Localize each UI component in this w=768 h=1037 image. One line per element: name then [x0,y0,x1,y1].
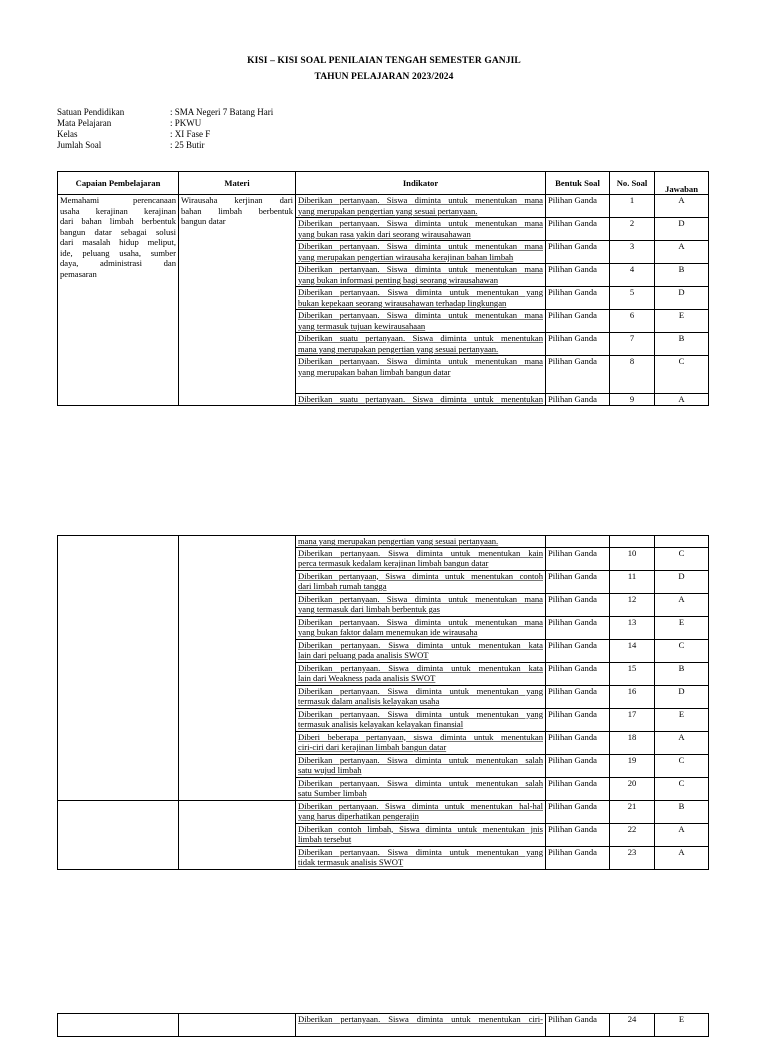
no-soal-cell: 17 [610,708,655,731]
indikator-cell [296,708,546,731]
col-header-materi: Materi [179,172,296,195]
materi-cell-empty [179,1014,296,1037]
indikator-cell [296,287,546,310]
indikator-line-2: yang harus diperhatikan pengerajin [298,811,419,821]
indikator-line-1: Diberikan pertanyaan. Siswa diminta untuk menentukan mana [298,218,543,228]
no-soal-cell: 23 [610,846,655,869]
no-soal-cell: 12 [610,593,655,616]
col-header-cp: Capaian Pembelajaran [58,172,179,195]
indikator-cell [296,639,546,662]
indikator-line-1: Diberikan pertanyaan. Siswa diminta untuk menentukan mana [298,264,543,274]
no-soal-cell: 24 [610,1014,655,1037]
no-soal-cell: 15 [610,662,655,685]
indikator-line-2: yang merupakan bahan limbah bangun datar [298,366,451,377]
bentuk-soal-cell: Pilihan Ganda [546,241,610,264]
bentuk-soal-cell: Pilihan Ganda [546,800,610,823]
indikator-cell [296,777,546,800]
jawaban-cell: C [655,356,709,394]
cp-cell-empty [58,1014,179,1037]
indikator-line-1: Diberikan pertanyaan. Siswa diminta untuk menentukan yang [298,287,543,297]
indikator-cell [296,264,546,287]
indikator-line-1: Diberikan pertanyaan. Siswa diminta untuk menentukan hal-hal [298,800,543,811]
indikator-line-1: Diberikan pertanyaan. Siswa diminta untuk menentukan salah [298,777,543,788]
meta-key-kelas: Kelas [57,129,78,139]
indikator-cell [296,570,546,593]
meta-value-mapel: : PKWU [170,118,202,128]
no-soal-cell: 4 [610,264,655,287]
bentuk-soal-cell: Pilihan Ganda [546,685,610,708]
indikator-line-2: yang bukan informasi penting bagi seorang wirausahawan [298,274,498,285]
jawaban-cell: C [655,777,709,800]
indikator-cell [296,547,546,570]
kisi-table-page3 [57,1013,709,1037]
cp-line: bangun datar sebagai solusi [60,226,176,237]
indikator-line-2: yang merupakan pengertian wirausaha kerajinan bahan limbah [298,251,514,262]
indikator-cell [296,333,546,356]
meta-value-satuan: : SMA Negeri 7 Batang Hari [170,107,274,117]
no-soal-cell: 19 [610,754,655,777]
meta-key-satuan: Satuan Pendidikan [57,107,125,117]
indikator-line-2: yang termasuk tujuan kewirausahaan [298,320,426,331]
table-header-row [58,172,709,195]
indikator-line-2: yang merupakan pengertian yang sesuai pertanyaan. [298,205,478,216]
indikator-line-2: satu wujud limbah [298,765,362,775]
indikator-cell [296,846,546,869]
bentuk-soal-cell: Pilihan Ganda [546,662,610,685]
jawaban-cell [655,536,709,548]
indikator-cell [296,310,546,333]
bentuk-soal-cell: Pilihan Ganda [546,846,610,869]
indikator-line-2: yang bukan rasa yakin dari seorang wirausahawan [298,228,471,239]
indikator-cell [296,241,546,264]
jawaban-cell: E [655,708,709,731]
indikator-line-1: Diberikan suatu pertanyaan. Siswa diminta untuk menentukan [298,394,543,404]
indikator-line-1: Diberikan suatu pertanyaan. Siswa diminta untuk menentukan [298,333,543,343]
indikator-line-2: yang bukan faktor dalam menemukan ide wirausaha [298,627,478,637]
jawaban-cell: E [655,310,709,333]
indikator-line-2: tidak termasuk analisis SWOT [298,857,404,867]
indikator-cell [296,662,546,685]
cp-line: dari bahan limbah berbentuk [60,216,176,226]
indikator-line-2: limbah tersebut [298,834,352,844]
no-soal-cell: 1 [610,195,655,218]
jawaban-cell: D [655,287,709,310]
jawaban-cell: A [655,593,709,616]
cp-line: daya, administrasi dan [60,258,176,268]
indikator-line-2: termasuk analisis kelayakan kelayakan finansial [298,719,464,729]
bentuk-soal-cell: Pilihan Ganda [546,731,610,754]
kisi-table-page1 [57,171,709,406]
no-soal-cell: 10 [610,547,655,570]
indikator-line-1: Diberikan pertanyaan. Siswa diminta untuk menentukan kata [298,639,543,650]
jawaban-cell: E [655,616,709,639]
indikator-line-1: Diberikan pertanyaan. Siswa diminta untuk menentukan mana [298,593,543,604]
bentuk-soal-cell: Pilihan Ganda [546,333,610,356]
indikator-line-2: satu Sumber limbah [298,788,367,798]
bentuk-soal-cell: Pilihan Ganda [546,823,610,846]
indikator-line-1: Diberikan pertanyaan. Siswa diminta untuk menentukan yang [298,708,543,719]
jawaban-cell: B [655,800,709,823]
no-soal-cell: 21 [610,800,655,823]
indikator-line-2: ciri-ciri dari kerajinan limbah bangun datar [298,742,447,752]
jawaban-cell: A [655,241,709,264]
no-soal-cell: 9 [610,394,655,406]
bentuk-soal-cell: Pilihan Ganda [546,547,610,570]
jawaban-cell: B [655,662,709,685]
no-soal-cell: 20 [610,777,655,800]
materi-cell-empty [179,800,296,869]
col-header-jawaban: Jawaban [655,172,709,195]
no-soal-cell: 16 [610,685,655,708]
jawaban-cell: A [655,394,709,406]
jawaban-cell: D [655,218,709,241]
bentuk-soal-cell: Pilihan Ganda [546,708,610,731]
bentuk-soal-cell: Pilihan Ganda [546,287,610,310]
no-soal-cell: 2 [610,218,655,241]
table-row [58,1014,709,1037]
cp-line: dari masalah hidup meliput, [60,237,176,247]
bentuk-soal-cell: Pilihan Ganda [546,310,610,333]
jawaban-cell: D [655,685,709,708]
jawaban-cell: A [655,731,709,754]
jawaban-cell: C [655,547,709,570]
col-header-indikator: Indikator [296,172,546,195]
indikator-line-2: lain dari peluang pada analisis SWOT [298,650,429,660]
indikator-line-1: Diberikan pertanyaan. Siswa diminta untuk menentukan mana [298,195,543,205]
bentuk-soal-cell: Pilihan Ganda [546,195,610,218]
table-row [58,195,709,218]
cp-cell-empty [58,536,179,801]
indikator-line-1: Diberikan pertanyaan. Siswa diminta untuk menentukan yang [298,685,543,696]
indikator-cell [296,593,546,616]
bentuk-soal-cell: Pilihan Ganda [546,394,610,406]
indikator-line-1: Diberikan contoh limbah, Siswa diminta untuk menentukan jnis [298,823,543,834]
col-header-bentuk: Bentuk Soal [546,172,610,195]
no-soal-cell [610,536,655,548]
indikator-line-2: bukan kepekaan seorang wirausahawan terhadap lingkungan [298,297,507,308]
no-soal-cell: 18 [610,731,655,754]
jawaban-cell: A [655,195,709,218]
document-subtitle: TAHUN PELAJARAN 2023/2024 [314,72,454,82]
table-row [58,536,709,548]
no-soal-cell: 3 [610,241,655,264]
no-soal-cell: 22 [610,823,655,846]
indikator-line-1: Diberikan pertanyaan. Siswa diminta untuk menentukan mana [298,616,543,627]
no-soal-cell: 7 [610,333,655,356]
bentuk-soal-cell: Pilihan Ganda [546,639,610,662]
indikator-line-1: Diberi beberapa pertanyaan, siswa diminta untuk menentukan [298,731,543,742]
indikator-line-1: Diberikan pertanyaan. Siswa diminta untuk menentukan yang [298,846,543,857]
bentuk-soal-cell: Pilihan Ganda [546,570,610,593]
indikator-cell [296,195,546,218]
col-header-no: No. Soal [610,172,655,195]
no-soal-cell: 6 [610,310,655,333]
meta-value-jumlah: : 25 Butir [170,140,205,150]
bentuk-soal-cell: Pilihan Ganda [546,1014,610,1037]
no-soal-cell: 8 [610,356,655,394]
indikator-cell [296,685,546,708]
meta-value-kelas: : XI Fase F [170,129,211,139]
no-soal-cell: 14 [610,639,655,662]
materi-line: bahan limbah berbentuk [181,205,293,216]
no-soal-cell: 11 [610,570,655,593]
indikator-line-1: Diberikan pertanyaan. Siswa diminta untuk menentukan mana [298,241,543,251]
jawaban-cell: B [655,264,709,287]
indikator-line-1: Diberikan pertanyaan. Siswa diminta untuk menentukan mana [298,356,543,366]
bentuk-soal-cell: Pilihan Ganda [546,754,610,777]
bentuk-soal-cell [546,536,610,548]
meta-key-mapel: Mata Pelajaran [57,118,112,128]
jawaban-cell: E [655,1014,709,1037]
cp-line: Memahami perencanaan [60,195,176,205]
jawaban-cell: A [655,823,709,846]
bentuk-soal-cell: Pilihan Ganda [546,356,610,394]
indikator-line-2: mana yang merupakan pengertian yang sesuai pertanyaan. [298,536,499,546]
indikator-cell [296,731,546,754]
indikator-cell [296,754,546,777]
indikator-cell [296,823,546,846]
indikator-line-1: Diberikan pertanyaan, Siswa diminta untuk menentukan contoh [298,570,543,581]
table-row [58,800,709,823]
indikator-line-2: yang termasuk dari limbah berbentuk gas [298,604,440,614]
indikator-continuation [296,536,546,548]
indikator-line-1: Diberikan pertanyaan. Siswa diminta untuk menentukan salah [298,754,543,765]
indikator-line-1: Diberikan pertanyaan. Siswa diminta untuk menentukan mana [298,310,543,320]
indikator-line-2: dari limbah rumah tangga [298,581,387,591]
materi-cell [179,195,296,406]
indikator-cell [296,218,546,241]
indikator-line-1: Diberikan pertanyaan. Siswa diminta untuk menentukan ciri- [298,1014,543,1024]
indikator-cell [296,356,546,394]
meta-block [57,107,357,149]
cp-line: usaha kerajinan kerajinan [60,205,176,216]
indikator-cell [296,1014,546,1037]
jawaban-cell: C [655,639,709,662]
document-title: KISI – KISI SOAL PENILAIAN TENGAH SEMESTER GANJIL [247,56,521,66]
cp-line: ide, peluang usaha, sumber [60,247,176,258]
indikator-line-1: Diberikan pertanyaan. Siswa diminta untuk menentukan kain [298,547,543,558]
bentuk-soal-cell: Pilihan Ganda [546,593,610,616]
indikator-cell [296,800,546,823]
indikator-line-2: lain dari Weakness pada analisis SWOT [298,673,436,683]
cp-cell [58,195,179,406]
kisi-table-page2 [57,535,709,870]
cp-line: pemasaran [60,268,97,279]
indikator-line-2: perca termasuk kedalam kerajinan limbah bangun datar [298,558,489,568]
materi-cell-empty [179,536,296,801]
bentuk-soal-cell: Pilihan Ganda [546,777,610,800]
materi-line: bangun datar [181,216,226,226]
bentuk-soal-cell: Pilihan Ganda [546,218,610,241]
bentuk-soal-cell: Pilihan Ganda [546,616,610,639]
indikator-line-1: Diberikan pertanyaan. Siswa diminta untuk menentukan kata [298,662,543,673]
indikator-line-2: mana yang merupakan pengertian yang sesuai pertanyaan. [298,343,499,354]
jawaban-cell: C [655,754,709,777]
jawaban-cell: D [655,570,709,593]
indikator-cell [296,394,546,406]
jawaban-cell: A [655,846,709,869]
materi-line: Wirausaha kerjinan dari [181,195,293,205]
cp-cell-empty [58,800,179,869]
indikator-cell [296,616,546,639]
jawaban-cell: B [655,333,709,356]
no-soal-cell: 13 [610,616,655,639]
indikator-line-2: termasuk dalam analisis kelayakan usaha [298,696,440,706]
meta-key-jumlah: Jumlah Soal [57,140,102,150]
no-soal-cell: 5 [610,287,655,310]
bentuk-soal-cell: Pilihan Ganda [546,264,610,287]
